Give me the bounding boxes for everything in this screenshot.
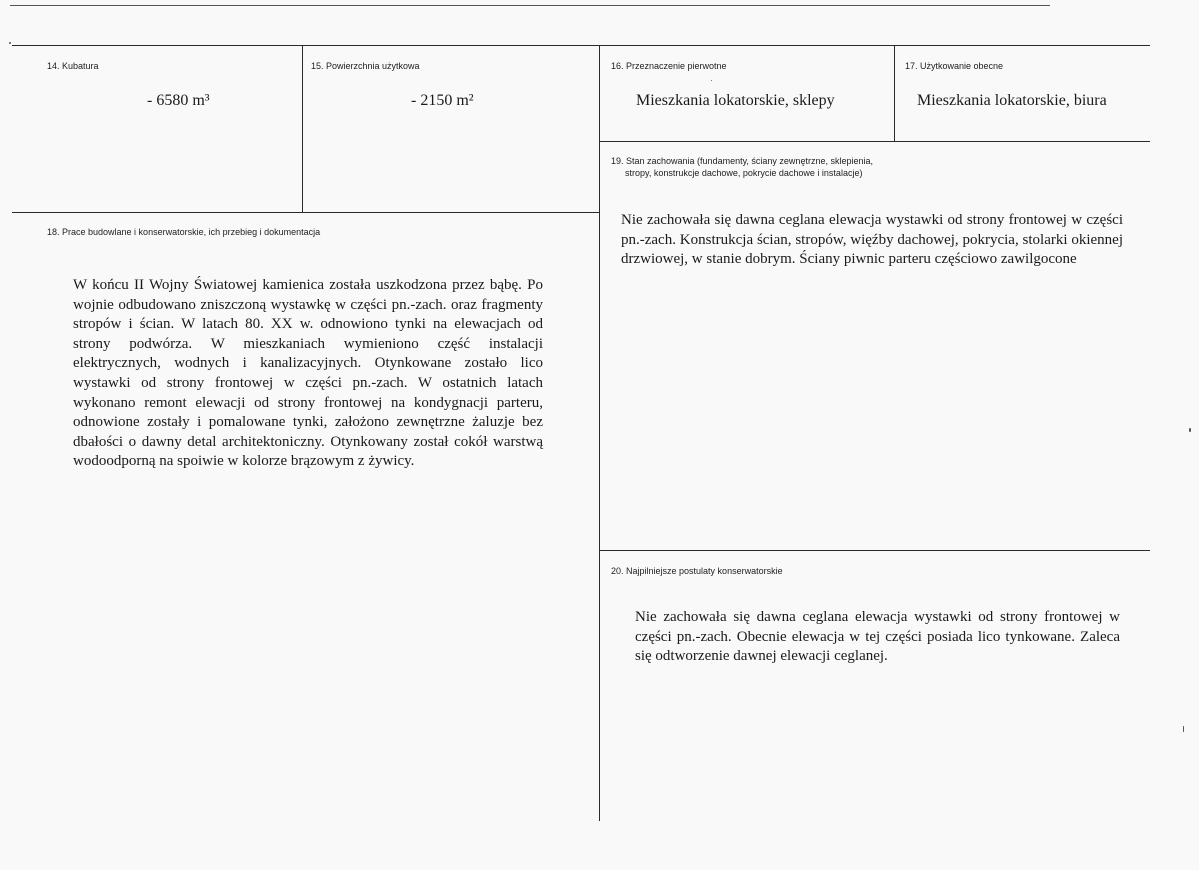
field-19-label-line1: 19. Stan zachowania (fundamenty, ściany zewnętrzne, sklepienia, xyxy=(611,156,873,166)
field-17-label: 17. Użytkowanie obecne xyxy=(905,61,1004,71)
row1-right-bottom-line xyxy=(599,141,1150,142)
field-20-label: 20. Najpilniejsze postulaty konserwatorskie xyxy=(611,566,783,576)
field-14-value: - 6580 m³ xyxy=(147,92,210,109)
field-17-value: Mieszkania lokatorskie, biura xyxy=(917,92,1107,109)
divider-16-17 xyxy=(894,45,895,141)
scan-speck xyxy=(1189,428,1191,432)
scan-speck xyxy=(1183,726,1184,732)
field-16-value: Mieszkania lokatorskie, sklepy xyxy=(636,92,835,109)
row1-top-line xyxy=(12,45,1150,46)
scan-speck xyxy=(711,80,712,81)
section-20-top-line xyxy=(599,550,1150,551)
field-18-label: 18. Prace budowlane i konserwatorskie, ich przebieg i dokumentacja xyxy=(47,227,321,237)
divider-14-15 xyxy=(302,45,303,212)
field-14-label: 14. Kubatura xyxy=(47,61,99,71)
row1-left-bottom-line xyxy=(12,212,600,213)
field-16-label: 16. Przeznaczenie pierwotne xyxy=(611,61,727,71)
field-18-text: W końcu II Wojny Światowej kamienica została uszkodzona przez bąbę. Po wojnie odbudowano zniszczoną wystawkę w części pn.-zach. oraz fragmenty stropów i ścian. W latach 80. XX w. odnowiono tynki na elewacjach od strony podwórza. W mieszkaniach wymieniono część instalacji elektrycznych, wodnych i kanalizacyjnych. Otynkowane zostało lico wystawki od strony frontowej w części pn.-zach. W ostatnich latach wykonano remont elewacji od strony frontowej na kondygnacji parteru, odnowione zostały i pomalowane tynki, założono zewnętrzne żaluzje bez dbałości o dawny detal architektoniczny. Otynkowany został cokół warstwą wodoodporną na spoiwie w kolorze brązowym z żywicy. xyxy=(73,277,543,470)
field-20-text: Nie zachowała się dawna ceglana elewacja wystawki od strony frontowej w części pn.-zach. Obecnie elewacja w tej części posiada lico tynkowane. Zaleca się odtworzenie dawnej elewacji ceglanej. xyxy=(635,609,1120,665)
center-divider xyxy=(599,45,600,821)
field-15-value: - 2150 m² xyxy=(411,92,474,109)
field-19-text: Nie zachowała się dawna ceglana elewacja wystawki od strony frontowej w części pn.-zach. Konstrukcja ścian, stropów, więźby dachowej, pokrycia, stolarki okiennej drzwiowej, w stanie dobrym. Ściany piwnic parteru częściowo zawilgocone xyxy=(621,212,1123,268)
top-border-line xyxy=(10,5,1050,6)
scan-speck xyxy=(9,42,11,44)
field-19-label-line2: stropy, konstrukcje dachowe, pokrycie dachowe i instalacje) xyxy=(625,168,863,178)
field-15-label: 15. Powierzchnia użytkowa xyxy=(311,61,420,71)
